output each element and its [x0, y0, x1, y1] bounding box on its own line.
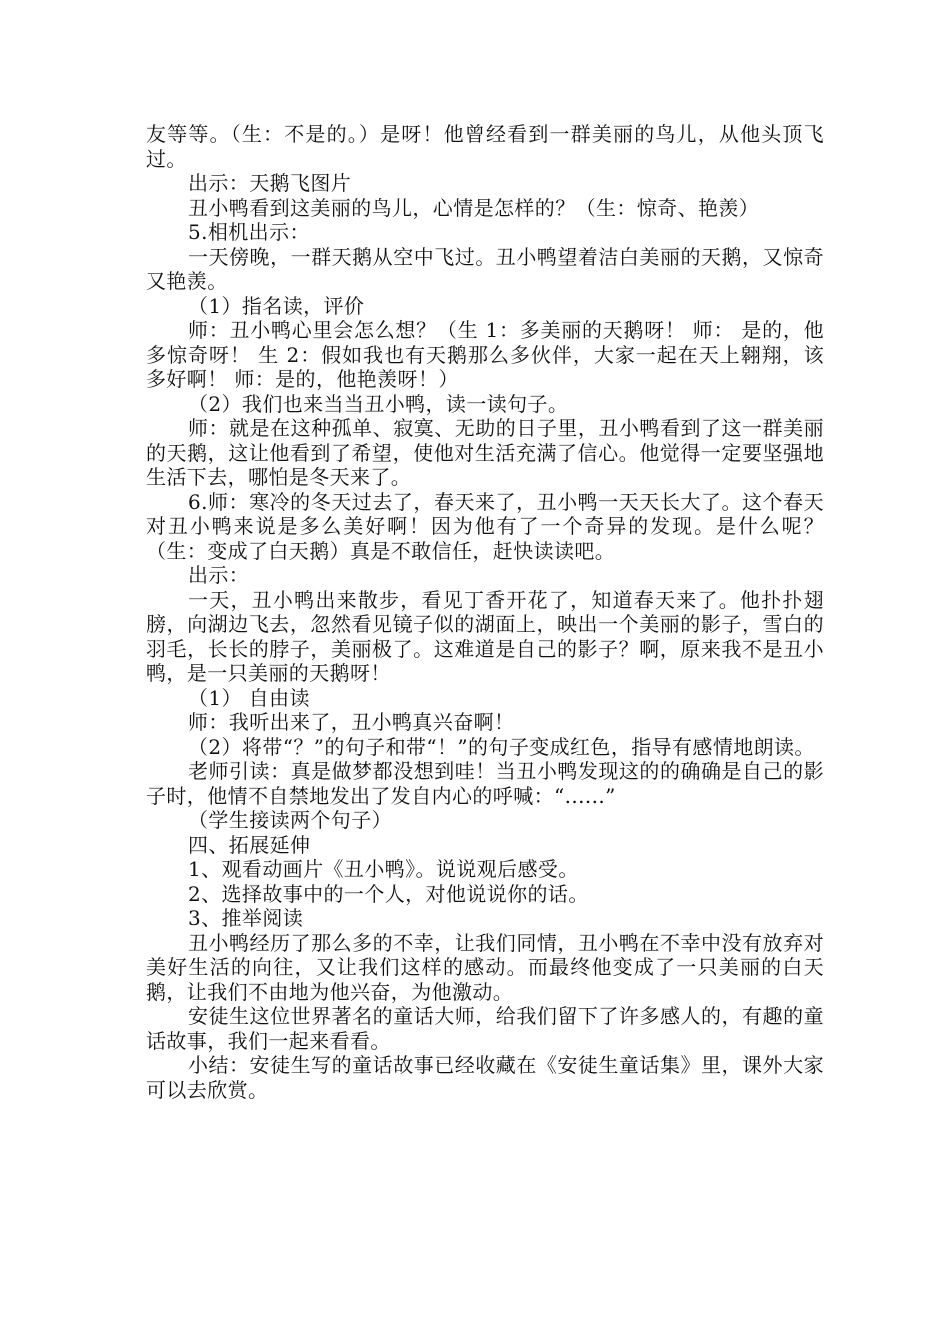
paragraph: 师：就是在这种孤单、寂寞、无助的日子里，丑小鸭看到了这一群美丽的天鹅，这让他看到了希望，使他对生活充满了信心。他觉得一定要坚强地生活下去，哪怕是冬天来了。 [146, 416, 824, 489]
paragraph: 丑小鸭看到这美丽的鸟儿，心情是怎样的？（生：惊奇、艳羡） [188, 195, 760, 220]
paragraph: 6.师：寒冷的冬天过去了，春天来了，丑小鸭一天天长大了。这个春天对丑小鸭来说是多么美好啊！因为他有了一个奇异的发现。是什么呢？（生：变成了白天鹅）真是不敢信任，赶快读读吧。 [146, 489, 824, 563]
paragraph: （2）我们也来当当丑小鸭，读一读句子。 [188, 391, 569, 416]
paragraph: 师：丑小鸭心里会怎么想？（生 1：多美丽的天鹅呀！ 师： 是的，他多惊奇呀！ 生 2：假如我也有天鹅那么多伙伴，大家一起在天上翱翔，该多好啊！ 师：是的，他艳羡呀！） [146, 318, 824, 391]
paragraph: 一天，丑小鸭出来散步，看见丁香开花了，知道春天来了。他扑扑翅膀，向湖边飞去，忽然看见镜子似的湖面上，映出一个美丽的影子，雪白的羽毛，长长的脖子，美丽极了。这难道是自己的影子？啊，原来我不是丑小鸭，是一只美丽的天鹅呀！ [146, 587, 824, 685]
paragraph: 5.相机出示： [188, 220, 310, 244]
list-item: 2、选择故事中的一个人，对他说说你的话。 [188, 881, 589, 906]
paragraph: 出示：天鹅飞图片 [188, 171, 352, 195]
paragraph: （1） 自由读 [188, 685, 310, 710]
section-heading: 四、拓展延伸 [188, 832, 311, 857]
paragraph: 小结：安徒生写的童话故事已经收藏在《安徒生童话集》里，课外大家可以去欣赏。 [146, 1053, 824, 1102]
paragraph: 安徒生这位世界著名的童话大师，给我们留下了许多感人的，有趣的童话故事，我们一起来看看。 [146, 1004, 824, 1053]
paragraph: （1）指名读，评价 [188, 293, 365, 318]
paragraph: 友等等。（生：不是的。）是呀！他曾经看到一群美丽的鸟儿，从他头顶飞过。 [146, 122, 824, 171]
list-item: 3、推举阅读 [188, 906, 304, 930]
paragraph: 一天傍晚，一群天鹅从空中飞过。丑小鸭望着洁白美丽的天鹅，又惊奇又艳羡。 [146, 244, 824, 293]
paragraph: （学生接读两个句子） [188, 808, 392, 832]
list-item: 1、观看动画片《丑小鸭》。说说观后感受。 [188, 857, 579, 881]
paragraph: （2）将带“？”的句子和带“！”的句子变成红色，指导有感情地朗读。 [188, 734, 815, 759]
paragraph: 师：我听出来了，丑小鸭真兴奋啊！ [188, 710, 515, 734]
paragraph: 丑小鸭经历了那么多的不幸，让我们同情，丑小鸭在不幸中没有放弃对美好生活的向往，又让我们这样的感动。而最终他变成了一只美丽的白天鹅，让我们不由地为他兴奋，为他激动。 [146, 930, 824, 1004]
document-body [146, 122, 824, 1102]
paragraph: 老师引读：真是做梦都没想到哇！当丑小鸭发现这的的确确是自己的影子时，他情不自禁地发出了发自内心的呼喊：“......” [146, 759, 824, 808]
paragraph: 出示： [188, 563, 250, 587]
